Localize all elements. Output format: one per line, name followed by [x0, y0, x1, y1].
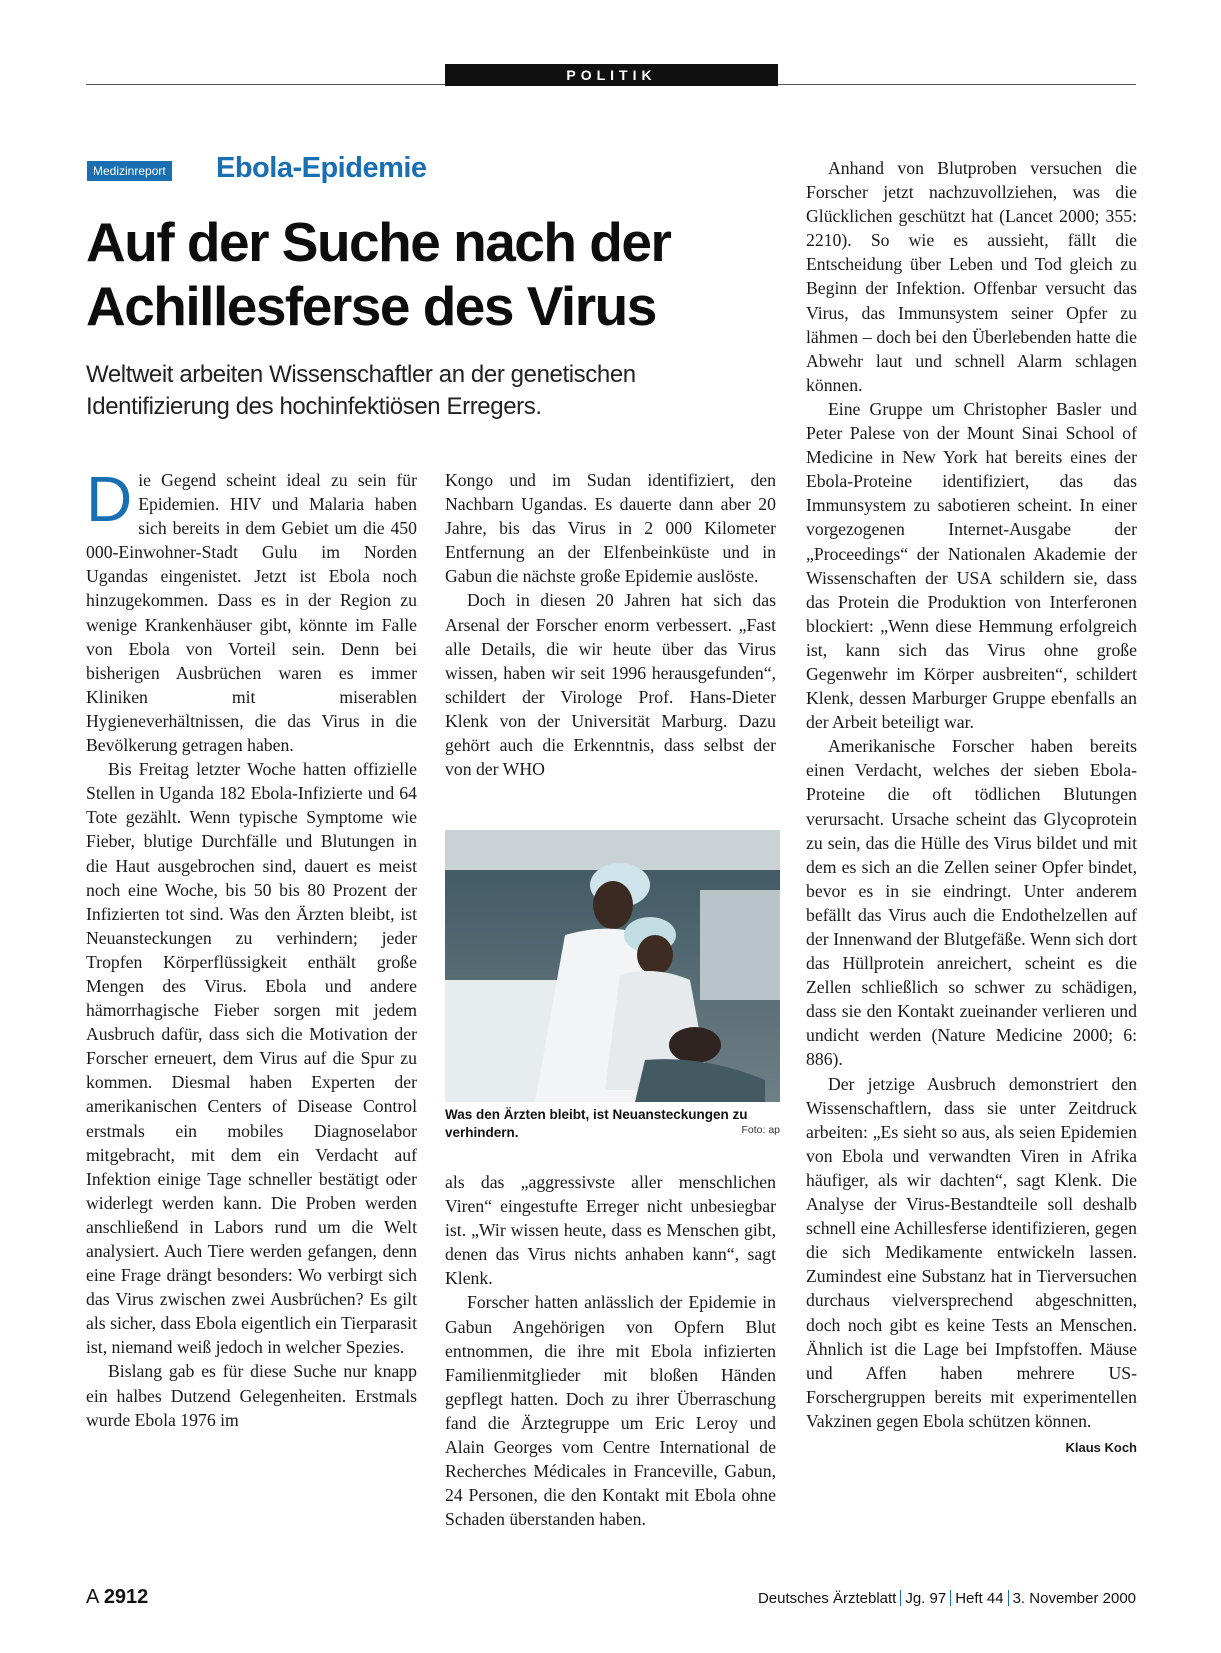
headline-line-2: Achillesferse des Virus — [86, 275, 656, 337]
paragraph: Bis Freitag letzter Woche hatten offizielle Stellen in Uganda 182 Ebola-Infizierte und 64 Tote gezählt. Wenn typische Symptome wie Fieber, blutige Durchfälle und Blutungen in die Haut ausgebrochen sind, dauert es meist noch eine Woche, bis 50 bis 80 Prozent der Infizierten tot sind. Was den Ärzten bleibt, ist Neuansteckungen zu verhindern; jeder Tropfen Körperflüssigkeit enthält große Mengen des Virus. Ebola und andere hämorrhagische Fieber sorgen mit jedem Ausbruch dafür, dass sich die Motivation der Forscher erneuert, dem Virus auf die Spur zu kommen. Diesmal haben Experten der amerikanischen Centers of Disease Control erstmals ein mobiles Diagnoselabor mitgebracht, mit dem ein Verdacht auf Infektion einige Tage schneller bestätigt oder widerlegt werden kann. Die Proben werden anschließend in Labors rund um die Welt analysiert. Auch Tiere werden gefangen, denn eine Frage drängt besonders: Wo verbirgt sich das Virus zwischen zwei Ausbrüchen? Es gilt als sicher, dass Ebola eigentlich ein Tierparasit ist, niemand weiß jedoch in welcher Spezies. — [86, 759, 417, 1358]
paragraph-text: ie Gegend scheint ideal zu sein für Epidemien. HIV und Malaria haben sich bereits in dem Gebiet um die 450 000-Einwohner-Stadt Gulu im Norden Ugandas eingenistet. Jetzt ist Ebola noch hinzugekommen. Dass es in der Region zu wenige Krankenhäuser gibt, könnte im Falle von Ebola von Vorteil sein. Denn bei bisherigen Ausbrüchen waren es immer Kliniken mit miserablen Hygieneverhältnissen, die das Virus in die Bevölkerung getragen haben. — [86, 470, 417, 756]
journal-name: Deutsches Ärzteblatt — [757, 1590, 897, 1607]
paragraph: Forscher hatten anlässlich der Epidemie in Gabun Angehörigen von Opfern Blut entnommen, die ihre mit Ebola infizierten Familienmitglieder mit bloßen Händen gepflegt hatten. Doch zu ihrer Überraschung fand die Ärztegruppe um Eric Leroy und Alain Georges vom Centre International de Recherches Médicales in Franceville, Gabun, 24 Personen, die den Kontakt mit Ebola ohne Schaden überstanden haben. — [445, 1292, 776, 1530]
page-number-value: 2912 — [103, 1586, 149, 1608]
topic-title: Ebola-Epidemie — [216, 152, 427, 184]
paragraph: Amerikanische Forscher haben bereits einen Verdacht, welches der sieben Ebola-Proteine die oft tödlichen Blutungen verursacht. Ursache scheint das Glycoprotein zu sein, das die Hülle des Virus bildet und mit dem es sich an die Zellen seiner Opfer bindet, bevor es in sie eindringt. Unter anderem befällt das Virus auch die Endothelzellen auf der Innenwand der Blutgefäße. Wenn sich dort das Hüllprotein anreichert, scheint es die Zellen schließlich so schwer zu schädigen, dass sie den Kontakt zueinander verlieren und undicht werden (Nature Medicine 2000; 6: 886). — [806, 736, 1137, 1070]
subheadline — [86, 359, 776, 423]
subhead-line-2: Identifizierung des hochinfektiösen Erregers. — [86, 393, 542, 420]
separator — [900, 1590, 901, 1606]
paragraph: Eine Gruppe um Christopher Basler und Peter Palese von der Mount Sinai School of Medicine in New York hat bereits eines der Ebola-Proteine identifiziert, das das Immunsystem zu sabotieren scheint. In einer vorgezogenen Internet-Ausgabe der „Proceedings“ der Nationalen Akademie der Wissenschaften der USA schildern sie, dass das Protein die Produktion von Interferonen blockiert: „Wenn diese Hemmung erfolgreich ist, kann sich das Virus ohne große Gegenwehr im Körper ausbreiten“, schildert Klenk, dessen Marburger Gruppe ebenfalls an der Arbeit beteiligt war. — [806, 398, 1137, 733]
paragraph: Doch in diesen 20 Jahren hat sich das Arsenal der Forscher enorm verbessert. „Fast alle Details, die wir heute über das Virus wissen, haben wir seit 1996 herausgefunden“, schildert der Virologe Prof. Hans-Dieter Klenk von der Universität Marburg. Dazu gehört auch die Erkenntnis, dass selbst der von der WHO — [445, 590, 776, 780]
photo-credit: Foto: ap — [741, 1124, 780, 1136]
kicker-label: Medizinreport — [87, 161, 172, 181]
author-name: Klaus Koch — [1065, 1439, 1137, 1455]
paragraph: als das „aggressivste aller menschlichen Viren“ eingestufte Erreger nicht unbesiegbar ist. „Wir wissen heute, dass es Menschen gibt, denen das Virus nichts anhaben kann“, sagt Klenk. — [445, 1172, 776, 1289]
page-prefix: A — [86, 1586, 99, 1608]
article-column-3 — [806, 156, 1137, 1460]
photo-illustration — [445, 830, 780, 1102]
separator — [1008, 1590, 1009, 1606]
journal-issue: Heft 44 — [955, 1590, 1004, 1607]
journal-volume: Jg. 97 — [905, 1590, 947, 1607]
paragraph — [86, 463, 417, 757]
page-number — [86, 1586, 148, 1609]
article-column-2-bottom — [445, 1170, 776, 1531]
article-column-2-top — [445, 468, 776, 781]
photo-caption: Was den Ärzten bleibt, ist Neuansteckungen zu verhindern. — [445, 1107, 748, 1140]
separator — [950, 1590, 951, 1606]
headline — [86, 210, 786, 338]
subhead-line-1: Weltweit arbeiten Wissenschaftler an der genetischen — [86, 361, 636, 388]
drop-cap: D — [86, 463, 133, 535]
paragraph: Kongo und im Sudan identifiziert, den Nachbarn Ugandas. Es dauerte dann aber 20 Jahre, bis das Virus in 2 000 Kilometer Entfernung an der Elfenbeinküste und in Gabun die nächste große Epidemie auslöste. — [445, 470, 776, 587]
journal-info — [740, 1590, 1136, 1607]
paragraph — [806, 1072, 1137, 1455]
paragraph: Anhand von Blutproben versuchen die Forscher jetzt nachzuvollziehen, was die Glücklichen geschützt hat (Lancet 2000; 355: 2210). So wie es aussieht, fällt die Entscheidung über Leben und Tod gleich zu Beginn der Infektion. Offenbar versucht das Virus, das Immunsystem seiner Opfer zu lähmen – doch bei den Überlebenden hatte die Abwehr laut und schnell Alarm schlagen können. — [806, 158, 1137, 395]
article-column-1 — [86, 463, 417, 1432]
journal-date: 3. November 2000 — [1012, 1590, 1136, 1607]
paragraph-text: Der jetzige Ausbruch demonstriert den Wissenschaftlern, dass sie unter Zeitdruck arbeiten: „Es sieht so aus, als seien Epidemien von Ebola und verwandten Viren in Afrika häufiger, als wir dachten“, sagt Klenk. Die Analyse der Virus-Bestandteile soll deshalb schnell eine Achillesferse identifizieren, gegen die sich Medikamente entwickeln lassen. Zumindest eine Substanz hat in Tierversuchen durchaus vielversprechend abgeschnitten, doch noch gibt es keine Tests an Menschen. Ähnlich ist die Lage bei Impfstoffen. Mäuse und Affen haben mehrere US-Forschergruppen bereits mit experimentellen Vakzinen gegen Ebola schützen können. — [806, 1073, 1137, 1431]
paragraph: Bislang gab es für diese Suche nur knapp ein halbes Dutzend Gelegenheiten. Erstmals wurde Ebola 1976 im — [86, 1361, 417, 1430]
article-photo — [445, 830, 780, 1102]
section-label: POLITIK — [445, 64, 778, 86]
headline-line-1: Auf der Suche nach der — [86, 211, 671, 273]
